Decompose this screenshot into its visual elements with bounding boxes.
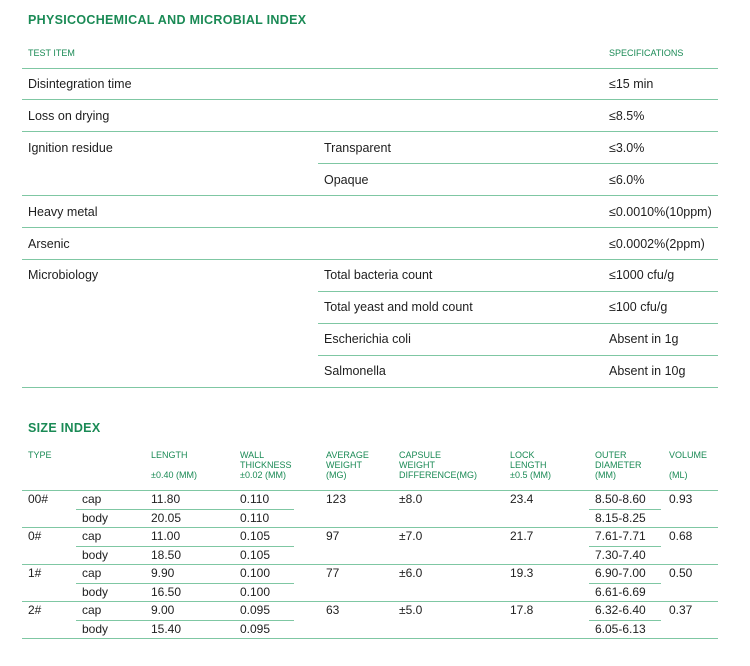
size-capsule-diff: ±7.0 (399, 529, 423, 543)
row-divider (318, 163, 718, 164)
row-divider (318, 291, 718, 292)
row-divider (589, 583, 661, 584)
header-lock: LOCK (510, 450, 535, 460)
physico-spec: ≤8.5% (609, 109, 645, 123)
row-divider (76, 546, 294, 547)
size-body-wall: 0.110 (240, 511, 270, 525)
physico-item: Microbiology (28, 268, 99, 282)
header-average: AVERAGE (326, 450, 369, 460)
size-body-length: 15.40 (151, 622, 182, 636)
physico-subitem: Escherichia coli (324, 332, 411, 346)
physico-spec: Absent in 10g (609, 364, 686, 378)
header-capsule-diff: DIFFERENCE(MG) (399, 470, 477, 480)
size-type: 2# (28, 603, 42, 617)
row-divider (22, 195, 718, 196)
physico-subitem: Opaque (324, 173, 369, 187)
row-divider (589, 509, 661, 510)
header-volume: VOLUME (669, 450, 708, 460)
header-lock-tol: ±0.5 (MM) (510, 470, 551, 480)
size-cap-wall: 0.100 (240, 566, 271, 580)
group-divider (22, 601, 718, 602)
size-part-cap: cap (82, 492, 102, 506)
header-average-weight: WEIGHT (326, 460, 362, 470)
physico-spec: ≤0.0010%(10ppm) (609, 205, 712, 219)
size-header-divider (22, 490, 718, 491)
size-body-length: 18.50 (151, 548, 182, 562)
physico-item: Ignition residue (28, 141, 113, 155)
size-volume: 0.93 (669, 492, 693, 506)
header-volume-unit: (ML) (669, 470, 688, 480)
physico-spec: Absent in 1g (609, 332, 679, 346)
size-body-outer: 6.05-6.13 (595, 622, 646, 636)
size-cap-wall: 0.095 (240, 603, 271, 617)
row-divider (589, 620, 661, 621)
size-body-length: 20.05 (151, 511, 182, 525)
size-capsule-diff: ±8.0 (399, 492, 423, 506)
row-divider (76, 509, 294, 510)
size-cap-outer: 6.90-7.00 (595, 566, 646, 580)
header-average-unit: (MG) (326, 470, 347, 480)
physico-item: Heavy metal (28, 205, 98, 219)
header-length-tol: ±0.40 (MM) (151, 470, 197, 480)
physico-spec: ≤15 min (609, 77, 654, 91)
size-part-cap: cap (82, 603, 102, 617)
header-capsule: CAPSULE (399, 450, 442, 460)
size-avg-weight: 97 (326, 529, 340, 543)
size-lock-length: 19.3 (510, 566, 534, 580)
size-cap-outer: 8.50-8.60 (595, 492, 646, 506)
physico-spec: ≤100 cfu/g (609, 300, 668, 314)
physico-subitem: Total bacteria count (324, 268, 433, 282)
physico-spec: ≤6.0% (609, 173, 645, 187)
header-wall: WALL (240, 450, 265, 460)
size-type: 1# (28, 566, 42, 580)
size-avg-weight: 77 (326, 566, 340, 580)
size-cap-wall: 0.110 (240, 492, 270, 506)
physico-bottom-divider (22, 387, 718, 388)
physico-section-title: PHYSICOCHEMICAL AND MICROBIAL INDEX (28, 13, 307, 27)
header-lock-length: LENGTH (510, 460, 547, 470)
row-divider (318, 323, 718, 324)
size-body-outer: 6.61-6.69 (595, 585, 646, 599)
header-specifications: SPECIFICATIONS (609, 48, 684, 58)
header-capsule-weight: WEIGHT (399, 460, 435, 470)
physico-spec: ≤3.0% (609, 141, 645, 155)
row-divider (318, 355, 718, 356)
size-part-cap: cap (82, 566, 102, 580)
row-divider (22, 131, 718, 132)
header-wall-tol: ±0.02 (MM) (240, 470, 286, 480)
header-test-item: TEST ITEM (28, 48, 75, 58)
size-part-body: body (82, 622, 109, 636)
size-avg-weight: 123 (326, 492, 347, 506)
size-body-wall: 0.095 (240, 622, 271, 636)
row-divider (22, 99, 718, 100)
size-avg-weight: 63 (326, 603, 340, 617)
group-divider (22, 527, 718, 528)
row-divider (76, 583, 294, 584)
size-capsule-diff: ±5.0 (399, 603, 423, 617)
size-bottom-divider (22, 638, 718, 639)
size-part-body: body (82, 585, 109, 599)
header-length: LENGTH (151, 450, 188, 460)
size-lock-length: 21.7 (510, 529, 534, 543)
size-body-wall: 0.105 (240, 548, 271, 562)
size-volume: 0.37 (669, 603, 693, 617)
row-divider (22, 227, 718, 228)
size-cap-length: 9.90 (151, 566, 175, 580)
physico-subitem: Transparent (324, 141, 391, 155)
group-divider (22, 564, 718, 565)
size-body-outer: 8.15-8.25 (595, 511, 646, 525)
size-body-outer: 7.30-7.40 (595, 548, 646, 562)
size-cap-wall: 0.105 (240, 529, 271, 543)
size-part-body: body (82, 548, 109, 562)
size-part-cap: cap (82, 529, 102, 543)
size-lock-length: 23.4 (510, 492, 534, 506)
size-lock-length: 17.8 (510, 603, 534, 617)
physico-subitem: Total yeast and mold count (324, 300, 473, 314)
header-outer-unit: (MM) (595, 470, 616, 480)
header-outer: OUTER (595, 450, 627, 460)
size-volume: 0.50 (669, 566, 693, 580)
header-wall-thickness: THICKNESS (240, 460, 292, 470)
size-section-title: SIZE INDEX (28, 421, 101, 435)
header-outer-diameter: DIAMETER (595, 460, 642, 470)
size-cap-length: 11.00 (151, 529, 181, 543)
size-type: 0# (28, 529, 42, 543)
size-cap-length: 11.80 (151, 492, 181, 506)
size-cap-length: 9.00 (151, 603, 175, 617)
size-volume: 0.68 (669, 529, 693, 543)
size-cap-outer: 7.61-7.71 (595, 529, 646, 543)
size-part-body: body (82, 511, 109, 525)
row-divider (22, 259, 718, 260)
size-type: 00# (28, 492, 49, 506)
physico-spec: ≤1000 cfu/g (609, 268, 675, 282)
row-divider (589, 546, 661, 547)
physico-item: Arsenic (28, 237, 70, 251)
physico-item: Loss on drying (28, 109, 110, 123)
size-cap-outer: 6.32-6.40 (595, 603, 646, 617)
row-divider (76, 620, 294, 621)
physico-item: Disintegration time (28, 77, 132, 91)
size-body-length: 16.50 (151, 585, 182, 599)
size-capsule-diff: ±6.0 (399, 566, 423, 580)
physico-spec: ≤0.0002%(2ppm) (609, 237, 705, 251)
physico-header-divider (22, 68, 718, 69)
physico-subitem: Salmonella (324, 364, 386, 378)
header-type: TYPE (28, 450, 52, 460)
size-body-wall: 0.100 (240, 585, 271, 599)
